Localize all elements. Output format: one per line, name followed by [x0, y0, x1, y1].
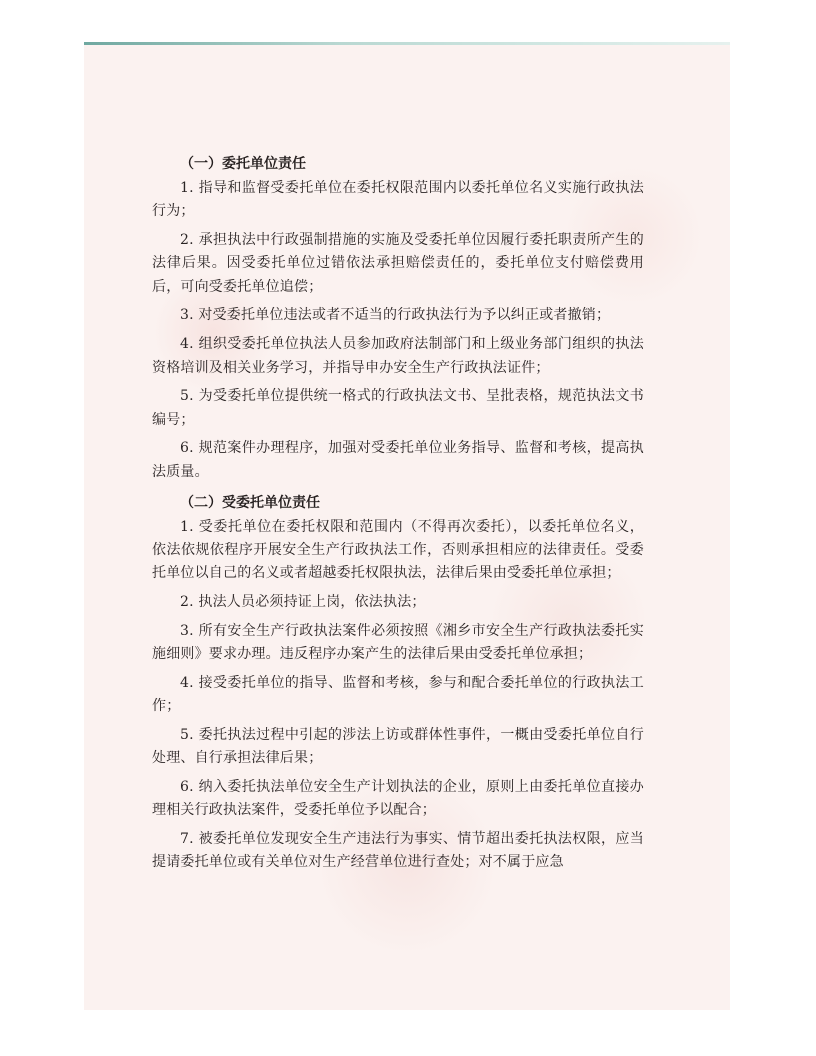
clause-paragraph: 6. 规范案件办理程序，加强对受委托单位业务指导、监督和考核，提高执法质量。 [152, 440, 644, 480]
document-body [152, 151, 644, 875]
clause-paragraph: 4. 组织受委托单位执法人员参加政府法制部门和上级业务部门组织的执法资格培训及相关业务学习，并指导申办安全生产行政执法证件； [152, 336, 644, 376]
clause-paragraph: 3. 所有安全生产行政执法案件必须按照《湘乡市安全生产行政执法委托实施细则》要求办理。违反程序办案产生的法律后果由受委托单位承担； [152, 622, 644, 663]
clause-paragraph: 5. 为受委托单位提供统一格式的行政执法文书、呈批表格，规范执法文书编号； [152, 388, 644, 428]
clause-paragraph: 6. 纳入委托执法单位安全生产计划执法的企业，原则上由委托单位直接办理相关行政执法案件，受委托单位予以配合； [152, 779, 644, 819]
scan-top-edge [84, 42, 730, 45]
clause-paragraph: 3. 对受委托单位违法或者不适当的行政执法行为予以纠正或者撤销； [180, 307, 611, 324]
clause-paragraph: 1. 指导和监督受委托单位在委托权限范围内以委托单位名义实施行政执法行为； [152, 180, 644, 220]
clause-paragraph: 7. 被委托单位发现安全生产违法行为事实、情节超出委托执法权限，应当提请委托单位或有关单位对生产经营单位进行查处；对不属于应急 [152, 831, 644, 871]
clause-paragraph: 2. 承担执法中行政强制措施的实施及受委托单位因履行委托职责所产生的法律后果。因受委托单位过错依法承担赔偿责任的，委托单位支付赔偿费用后，可向受委托单位追偿； [152, 232, 644, 295]
clause-paragraph: 4. 接受委托单位的指导、监督和考核，参与和配合委托单位的行政执法工作； [152, 674, 644, 715]
section-heading-entrusted-unit: （二）受委托单位责任 [180, 494, 320, 511]
clause-paragraph: 1. 受委托单位在委托权限和范围内（不得再次委托），以委托单位名义，依法依规依程序开展安全生产行政执法工作，否则承担相应的法律责任。受委托单位以自己的名义或者超越委托权限执法，法律后果由受委托单位承担； [152, 518, 644, 582]
section-heading-entrusting-unit: （一）委托单位责任 [180, 156, 306, 172]
clause-paragraph: 2. 执法人员必须持证上岗，依法执法； [180, 593, 426, 610]
clause-paragraph: 5. 委托执法过程中引起的涉法上访或群体性事件，一概由受委托单位自行处理、自行承担法律后果； [152, 726, 644, 767]
